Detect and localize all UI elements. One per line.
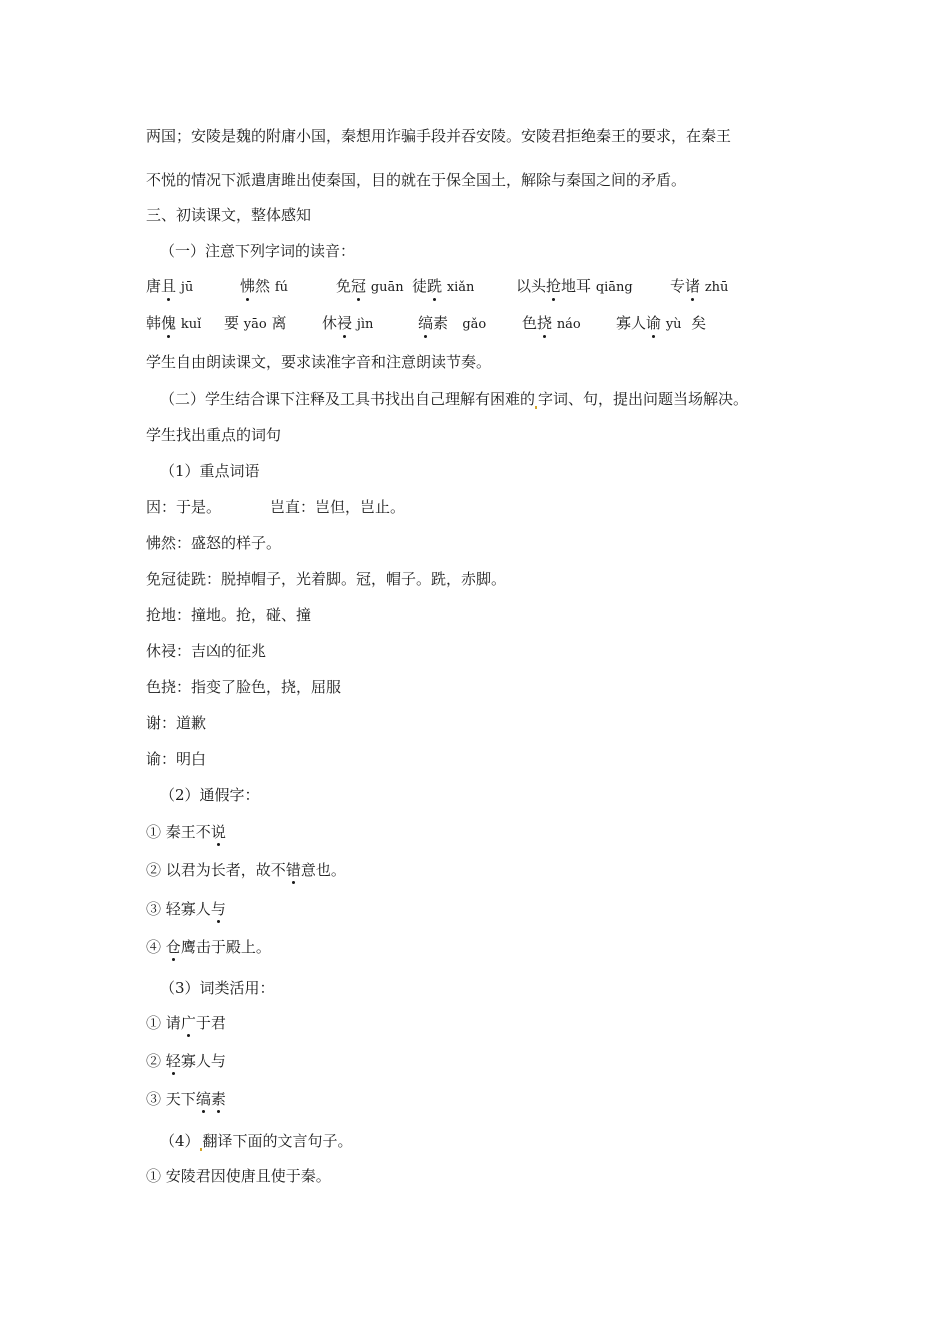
paragraph-line: 学生找出重点的词句 bbox=[146, 426, 282, 444]
list-item: ③ 轻寡人与 bbox=[146, 900, 226, 918]
definition-line: 抢地：撞地。抢，碰、撞 bbox=[146, 606, 312, 624]
subsection-heading: （2）通假字： bbox=[160, 786, 260, 804]
list-item: ① 安陵君因使唐且使于秦。 bbox=[146, 1167, 331, 1185]
subsection-heading: （4） 翻译下面的文言句子。 bbox=[160, 1132, 353, 1150]
definition-item: 因：于是。 bbox=[146, 498, 222, 516]
subsection-heading: （1）重点词语 bbox=[160, 462, 260, 480]
pronunciation-item: 专诸 zhū bbox=[670, 277, 729, 295]
pronunciation-item: 怫然 fú bbox=[240, 277, 288, 295]
list-item: ④ 仓鹰击于殿上。 bbox=[146, 938, 271, 956]
list-item: ① 请广于君 bbox=[146, 1014, 226, 1032]
list-item: ① 秦王不说 bbox=[146, 823, 226, 841]
definition-line: 怫然：盛怒的样子。 bbox=[146, 534, 282, 552]
pronunciation-item: 免冠 guān bbox=[336, 277, 404, 295]
pronunciation-item: 寡人谕 yù 矣 bbox=[616, 314, 707, 332]
list-item: ③ 天下缟素 bbox=[146, 1090, 226, 1108]
subsection-heading: （二）学生结合课下注释及工具书找出自己理解有困难的 字词、句，提出问题当场解决。 bbox=[160, 390, 749, 408]
list-item: ② 以君为长者，故不错意也。 bbox=[146, 861, 346, 879]
subsection-heading: （一）注意下列字词的读音： bbox=[160, 242, 356, 260]
paragraph-line: 两国；安陵是魏的附庸小国，秦想用诈骗手段并吞安陵。安陵君拒绝秦王的要求，在秦王 bbox=[146, 127, 732, 145]
definition-line: 谕：明白 bbox=[146, 750, 207, 768]
edit-mark bbox=[535, 406, 537, 409]
pronunciation-item: 要 yāo 离 bbox=[224, 314, 287, 332]
pronunciation-item: 休祲 jìn bbox=[322, 314, 374, 332]
pronunciation-item: 缟素 gǎo bbox=[418, 314, 487, 332]
section-heading: 三、初读课文，整体感知 bbox=[146, 206, 312, 224]
definition-line: 色挠：指变了脸色，挠，屈服 bbox=[146, 678, 342, 696]
subsection-heading: （3）词类活用： bbox=[160, 979, 275, 997]
edit-mark bbox=[200, 1148, 202, 1151]
pronunciation-item: 韩傀 kuǐ bbox=[146, 314, 202, 332]
definition-line: 免冠徒跣：脱掉帽子，光着脚。冠，帽子。跣，赤脚。 bbox=[146, 570, 507, 588]
definition-line: 谢：道歉 bbox=[146, 714, 207, 732]
definition-line bbox=[146, 497, 406, 517]
paragraph-line: 学生自由朗读课文，要求读准字音和注意朗读节奏。 bbox=[146, 353, 492, 371]
pronunciation-item: 以头抢地耳 qiāng bbox=[516, 277, 633, 295]
pronunciation-item: 唐且 jū bbox=[146, 277, 194, 295]
definition-item: 岂直：岂但，岂止。 bbox=[270, 498, 406, 516]
paragraph-line: 不悦的情况下派遣唐雎出使秦国，目的就在于保全国土，解除与秦国之间的矛盾。 bbox=[146, 171, 687, 189]
list-item: ② 轻寡人与 bbox=[146, 1052, 226, 1070]
definition-line: 休祲：吉凶的征兆 bbox=[146, 642, 267, 660]
pronunciation-item: 徒跣 xiǎn bbox=[412, 277, 475, 295]
pronunciation-item: 色挠 náo bbox=[522, 314, 581, 332]
